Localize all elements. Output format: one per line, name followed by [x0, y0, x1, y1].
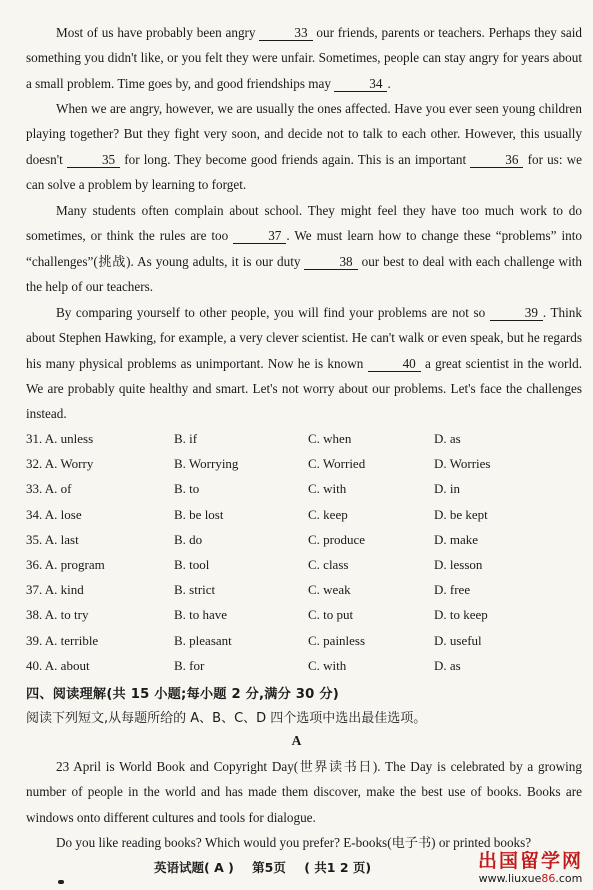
option-b: B. tool	[174, 556, 210, 572]
answer-options-list	[26, 426, 582, 678]
option-b: B. do	[174, 531, 203, 547]
option-c: C. with	[308, 481, 347, 497]
option-row	[26, 527, 582, 552]
print-mark	[58, 880, 64, 884]
blank-38: 38	[304, 255, 357, 270]
blank-37: 37	[233, 229, 286, 244]
option-row	[26, 552, 582, 577]
cloze-paragraph-4: By comparing yourself to other people, you will find your problems are not so 39 . Think about Stephen Hawking, for example, a very clever scientist. He can't walk or even speak, but he regards his many physical problems as unimportant. Now he is known 40 a great scientist in the world. We are probably quite healthy and smart. Let's not worry about our problems. Let's face the challenges instead.	[26, 305, 582, 422]
option-c: C. Worried	[308, 456, 366, 472]
option-c: C. to put	[308, 607, 354, 623]
option-row	[26, 653, 582, 678]
cloze-paragraph-3: Many students often complain about school. They might feel they have too much work to do sometimes, or think the rules are too 37 . We must learn how to change these “problems” into “challenges”(挑战). As young adults, it is our duty 38 our best to deal with each challenge with the help of our teachers.	[26, 203, 582, 294]
option-row	[26, 502, 582, 527]
option-a: 40. A. about	[26, 657, 90, 673]
option-row	[26, 628, 582, 653]
footer-total: ( 共1 2 页)	[304, 860, 372, 875]
section-title: 四、阅读理解(共 15 小题;每小题 2 分,满分 30 分)	[26, 687, 339, 702]
section-instruction: 阅读下列短文,从每题所给的 A、B、C、D 四个选项中选出最佳选项。	[26, 711, 427, 726]
option-c: C. produce	[308, 531, 366, 547]
option-b: B. to	[174, 481, 200, 497]
blank-34: 34	[334, 77, 387, 92]
option-d: D. as	[434, 657, 461, 673]
option-a: 37. A. kind	[26, 582, 84, 598]
option-b: B. if	[174, 431, 198, 446]
option-d: D. free	[434, 582, 471, 598]
option-row	[26, 476, 582, 501]
option-c: C. keep	[308, 506, 348, 522]
option-c: C. painless	[308, 632, 366, 648]
option-d: D. be kept	[434, 506, 488, 522]
option-d: D. useful	[434, 632, 482, 648]
option-b: B. Worrying	[174, 456, 239, 472]
footer-page: 第5页	[252, 860, 286, 875]
option-a: 33. A. of	[26, 481, 72, 497]
option-d: D. in	[434, 481, 460, 497]
option-d: D. make	[434, 531, 479, 547]
option-a: 32. A. Worry	[26, 456, 94, 472]
option-a: 39. A. terrible	[26, 632, 99, 648]
watermark-url: www.liuxue86.com	[478, 872, 583, 885]
option-row	[26, 577, 582, 602]
option-c: C. with	[308, 657, 347, 673]
passage-a-heading: A	[291, 733, 302, 748]
cloze-paragraph-2: When we are angry, however, we are usually the ones affected. Have you ever seen young children playing together? But they fight very soon, and decide not to talk to each other. However, this usually doesn't 35 for long. They become good friends again. This is an important 36 for us: we can solve a problem by learning to forget.	[26, 101, 582, 192]
option-c: C. class	[308, 556, 349, 572]
option-b: B. be lost	[174, 506, 224, 522]
option-row	[26, 426, 582, 451]
option-a: 38. A. to try	[26, 607, 89, 623]
footer-subject: 英语试题( A )	[154, 860, 234, 875]
option-a: 35. A. last	[26, 531, 79, 547]
watermark-title: 出国留学网	[477, 850, 583, 872]
page-footer	[154, 858, 385, 876]
option-d: D. lesson	[434, 556, 483, 572]
blank-39: 39	[490, 306, 543, 321]
option-c: C. when	[308, 431, 352, 446]
blank-36: 36	[470, 153, 523, 168]
passage-a-paragraph-2: Do you like reading books? Which would you prefer? E-books(电子书) or printed books?	[56, 835, 532, 850]
option-d: D. to keep	[434, 607, 488, 623]
cloze-paragraph-1: Most of us have probably been angry 33 our friends, parents or teachers. Perhaps they said something you didn't like, or you felt they were unfair. Sometimes, people can stay angry for years about a small problem. Time goes by, and good friendships may 34 .	[26, 25, 582, 91]
passage-a-paragraph-1: 23 April is World Book and Copyright Day(世界读书日). The Day is celebrated by a growing number of people in the world and has made them discover, make the best use of books. Books are windows onto different cultures and tools for dialogue.	[26, 759, 582, 825]
blank-33: 33	[259, 26, 312, 41]
option-d: D. as	[434, 431, 461, 446]
option-row	[26, 602, 582, 627]
blank-40: 40	[368, 357, 421, 372]
watermark-logo	[478, 850, 583, 885]
blank-35: 35	[67, 153, 120, 168]
option-b: B. to have	[174, 607, 228, 623]
option-row	[26, 451, 582, 476]
option-b: B. pleasant	[174, 632, 232, 648]
option-d: D. Worries	[434, 456, 491, 472]
option-b: B. strict	[174, 582, 216, 598]
option-a: 36. A. program	[26, 556, 105, 572]
option-b: B. for	[174, 657, 205, 673]
option-a: 31. A. unless	[26, 431, 94, 446]
option-c: C. weak	[308, 582, 351, 598]
option-a: 34. A. lose	[26, 506, 82, 522]
